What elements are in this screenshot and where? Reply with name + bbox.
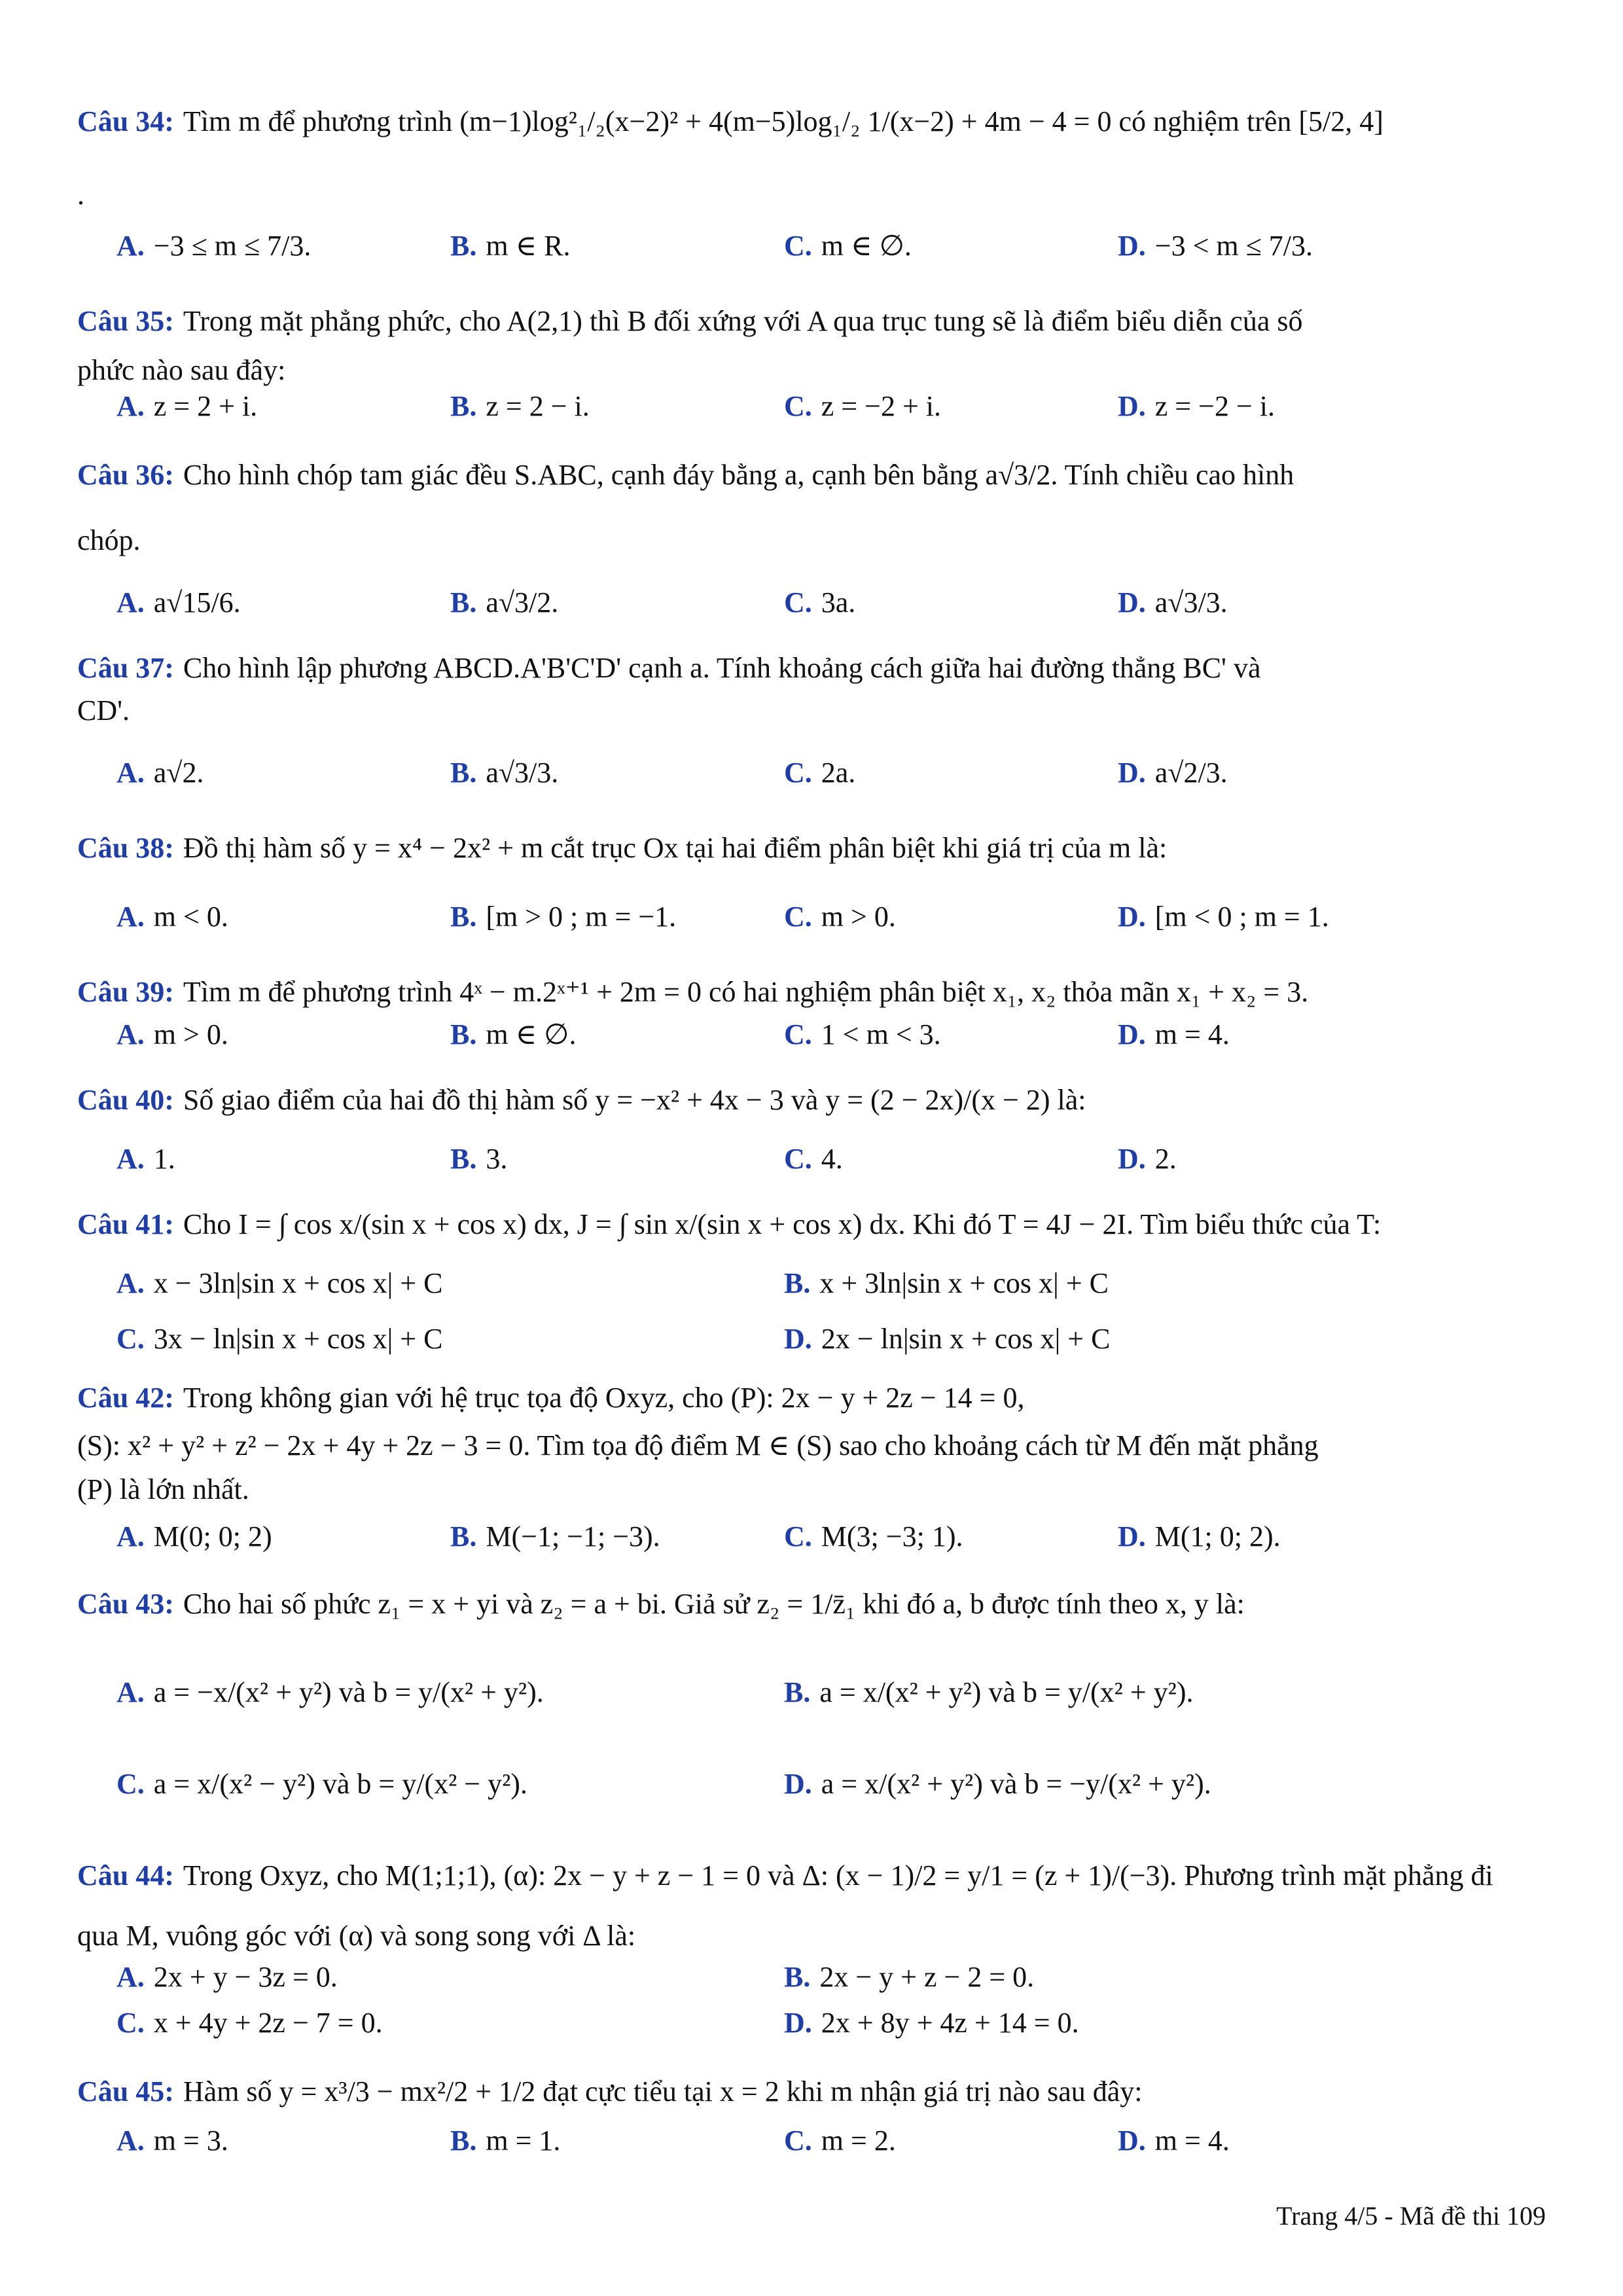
question-37 [77, 645, 1550, 692]
option-d: D. z = −2 − i. [1118, 390, 1275, 422]
question-continuation: phức nào sau đây: [77, 354, 286, 386]
option-a: A. a√2. [116, 757, 204, 789]
option-d: D. a = x/(x² + y²) và b = −y/(x² + y²). [784, 1768, 1211, 1800]
question-label: Câu 44: [77, 1859, 174, 1892]
options-39 [77, 1018, 1550, 1070]
question-stem: Cho hai số phức z₁ = x + yi và z₂ = a + bi. Giả sử z₂ = 1/z̄₁ khi đó a, b được tính theo x, y là: [183, 1588, 1245, 1620]
option-c: C. z = −2 + i. [784, 390, 941, 422]
option-a: A. a = −x/(x² + y²) và b = y/(x² + y²). [116, 1676, 544, 1708]
option-a: A. m = 3. [116, 2125, 228, 2157]
question-continuation: . [77, 179, 84, 211]
option-d: D. [m < 0 ; m = 1. [1118, 901, 1329, 933]
question-stem: Trong Oxyz, cho M(1;1;1), (α): 2x − y + z − 1 = 0 và Δ: (x − 1)/2 = y/1 = (z + 1)/(−3). Phương trình mặt phẳng đi [183, 1859, 1493, 1892]
question-35 [77, 298, 1550, 345]
question-stem: Cho hình lập phương ABCD.A'B'C'D' cạnh a. Tính khoảng cách giữa hai đường thẳng BC' và [183, 652, 1261, 684]
option-d: D. −3 < m ≤ 7/3. [1118, 230, 1313, 262]
option-c: C. 4. [784, 1143, 843, 1175]
options-38 [77, 900, 1550, 952]
option-b: B. a√3/3. [450, 757, 559, 789]
question-continuation-2: (P) là lớn nhất. [77, 1473, 249, 1505]
question-label: Câu 36: [77, 459, 174, 491]
question-label: Câu 41: [77, 1208, 174, 1240]
option-b: B. z = 2 − i. [450, 390, 590, 422]
page-footer: Trang 4/5 - Mã đề thi 109 [1276, 2201, 1546, 2231]
question-stem: Trong mặt phẳng phức, cho A(2,1) thì B đối xứng với A qua trục tung sẽ là điểm biểu diễn của số [183, 305, 1303, 337]
options-42 [77, 1520, 1550, 1572]
question-40 [77, 1077, 1550, 1124]
question-44 [77, 1852, 1550, 1899]
options-34 [77, 229, 1550, 281]
options-41-row1 [77, 1266, 1550, 1319]
option-d: D. a√3/3. [1118, 586, 1228, 619]
question-continuation: qua M, vuông góc với (α) và song song với Δ là: [77, 1920, 636, 1952]
option-c: C. a = x/(x² − y²) và b = y/(x² − y²). [116, 1768, 527, 1800]
options-43-row1 [77, 1676, 1550, 1728]
option-c: C. 3x − ln|sin x + cos x| + C [116, 1323, 443, 1355]
question-continuation: chóp. [77, 524, 141, 556]
options-36 [77, 586, 1550, 638]
option-d: D. M(1; 0; 2). [1118, 1520, 1281, 1552]
question-label: Câu 37: [77, 652, 174, 684]
question-stem: Tìm m để phương trình (m−1)log²₁/₂(x−2)² + 4(m−5)log₁/₂ 1/(x−2) + 4m − 4 = 0 có nghiệm trên [5/2, 4] [183, 105, 1383, 137]
option-c: C. x + 4y + 2z − 7 = 0. [116, 2007, 383, 2039]
question-label: Câu 38: [77, 832, 174, 864]
option-b: B. m = 1. [450, 2125, 561, 2157]
option-b: B. 3. [450, 1143, 508, 1175]
question-label: Câu 45: [77, 2075, 174, 2108]
option-c: C. m = 2. [784, 2125, 896, 2157]
options-37 [77, 756, 1550, 808]
option-b: B. [m > 0 ; m = −1. [450, 901, 677, 933]
option-c: C. M(3; −3; 1). [784, 1520, 963, 1552]
question-label: Câu 35: [77, 305, 174, 337]
option-c: C. 3a. [784, 586, 856, 619]
option-d: D. 2x + 8y + 4z + 14 = 0. [784, 2007, 1079, 2039]
question-43 [77, 1581, 1550, 1628]
option-d: D. 2. [1118, 1143, 1177, 1175]
options-45 [77, 2124, 1550, 2176]
option-d: D. m = 4. [1118, 2125, 1230, 2157]
question-label: Câu 39: [77, 976, 174, 1008]
question-continuation: CD'. [77, 694, 130, 726]
question-45 [77, 2068, 1550, 2115]
option-c: C. 1 < m < 3. [784, 1018, 941, 1050]
option-a: A. 1. [116, 1143, 175, 1175]
question-label: Câu 43: [77, 1588, 174, 1620]
option-d: D. a√2/3. [1118, 757, 1228, 789]
option-b: B. m ∈ ∅. [450, 1018, 577, 1050]
question-label: Câu 40: [77, 1084, 174, 1116]
question-stem: Số giao điểm của hai đồ thị hàm số y = −x² + 4x − 3 và y = (2 − 2x)/(x − 2) là: [183, 1084, 1086, 1116]
option-b: B. a = x/(x² + y²) và b = y/(x² + y²). [784, 1676, 1194, 1708]
question-stem: Đồ thị hàm số y = x⁴ − 2x² + m cắt trục Ox tại hai điểm phân biệt khi giá trị của m là: [183, 832, 1168, 864]
question-34 [77, 98, 1550, 145]
option-a: A. m > 0. [116, 1018, 228, 1050]
question-label: Câu 34: [77, 105, 174, 137]
question-stem: Trong không gian với hệ trục tọa độ Oxyz, cho (P): 2x − y + 2z − 14 = 0, [183, 1382, 1025, 1414]
option-b: B. x + 3ln|sin x + cos x| + C [784, 1267, 1109, 1299]
question-stem: Hàm số y = x³/3 − mx²/2 + 1/2 đạt cực tiểu tại x = 2 khi m nhận giá trị nào sau đây: [183, 2075, 1143, 2108]
question-continuation: (S): x² + y² + z² − 2x + 4y + 2z − 3 = 0. Tìm tọa độ điểm M ∈ (S) sao cho khoảng cách từ M đến mặt phẳng [77, 1429, 1319, 1462]
options-43-row2 [77, 1767, 1550, 1820]
question-stem: Tìm m để phương trình 4ˣ − m.2ˣ⁺¹ + 2m = 0 có hai nghiệm phân biệt x₁, x₂ thỏa mãn x₁ + x₂ = 3. [183, 976, 1309, 1008]
option-a: A. x − 3ln|sin x + cos x| + C [116, 1267, 443, 1299]
option-a: A. 2x + y − 3z = 0. [116, 1961, 338, 1993]
option-a: A. z = 2 + i. [116, 390, 258, 422]
option-c: C. m ∈ ∅. [784, 230, 912, 262]
options-41-row2 [77, 1322, 1550, 1374]
question-42 [77, 1374, 1550, 1422]
question-41 [77, 1201, 1550, 1248]
options-44-row1 [77, 1960, 1550, 2013]
option-b: B. a√3/2. [450, 586, 559, 619]
option-a: A. M(0; 0; 2) [116, 1520, 272, 1552]
question-label: Câu 42: [77, 1382, 174, 1414]
question-stem: Cho I = ∫ cos x/(sin x + cos x) dx, J = ∫ sin x/(sin x + cos x) dx. Khi đó T = 4J − 2I. Tìm biểu thức của T: [183, 1208, 1382, 1240]
option-c: C. 2a. [784, 757, 856, 789]
options-35 [77, 389, 1550, 442]
option-a: A. m < 0. [116, 901, 228, 933]
options-44-row2 [77, 2006, 1550, 2058]
option-d: D. 2x − ln|sin x + cos x| + C [784, 1323, 1111, 1355]
question-39 [77, 969, 1550, 1016]
option-a: A. a√15/6. [116, 586, 241, 619]
option-b: B. M(−1; −1; −3). [450, 1520, 660, 1552]
question-stem: Cho hình chóp tam giác đều S.ABC, cạnh đáy bằng a, cạnh bên bằng a√3/2. Tính chiều cao hình [183, 459, 1294, 491]
options-40 [77, 1142, 1550, 1194]
option-d: D. m = 4. [1118, 1018, 1230, 1050]
option-c: C. m > 0. [784, 901, 896, 933]
option-a: A. −3 ≤ m ≤ 7/3. [116, 230, 312, 262]
question-36 [77, 452, 1550, 499]
option-b: B. m ∈ R. [450, 230, 571, 262]
question-38 [77, 825, 1550, 872]
option-b: B. 2x − y + z − 2 = 0. [784, 1961, 1035, 1993]
